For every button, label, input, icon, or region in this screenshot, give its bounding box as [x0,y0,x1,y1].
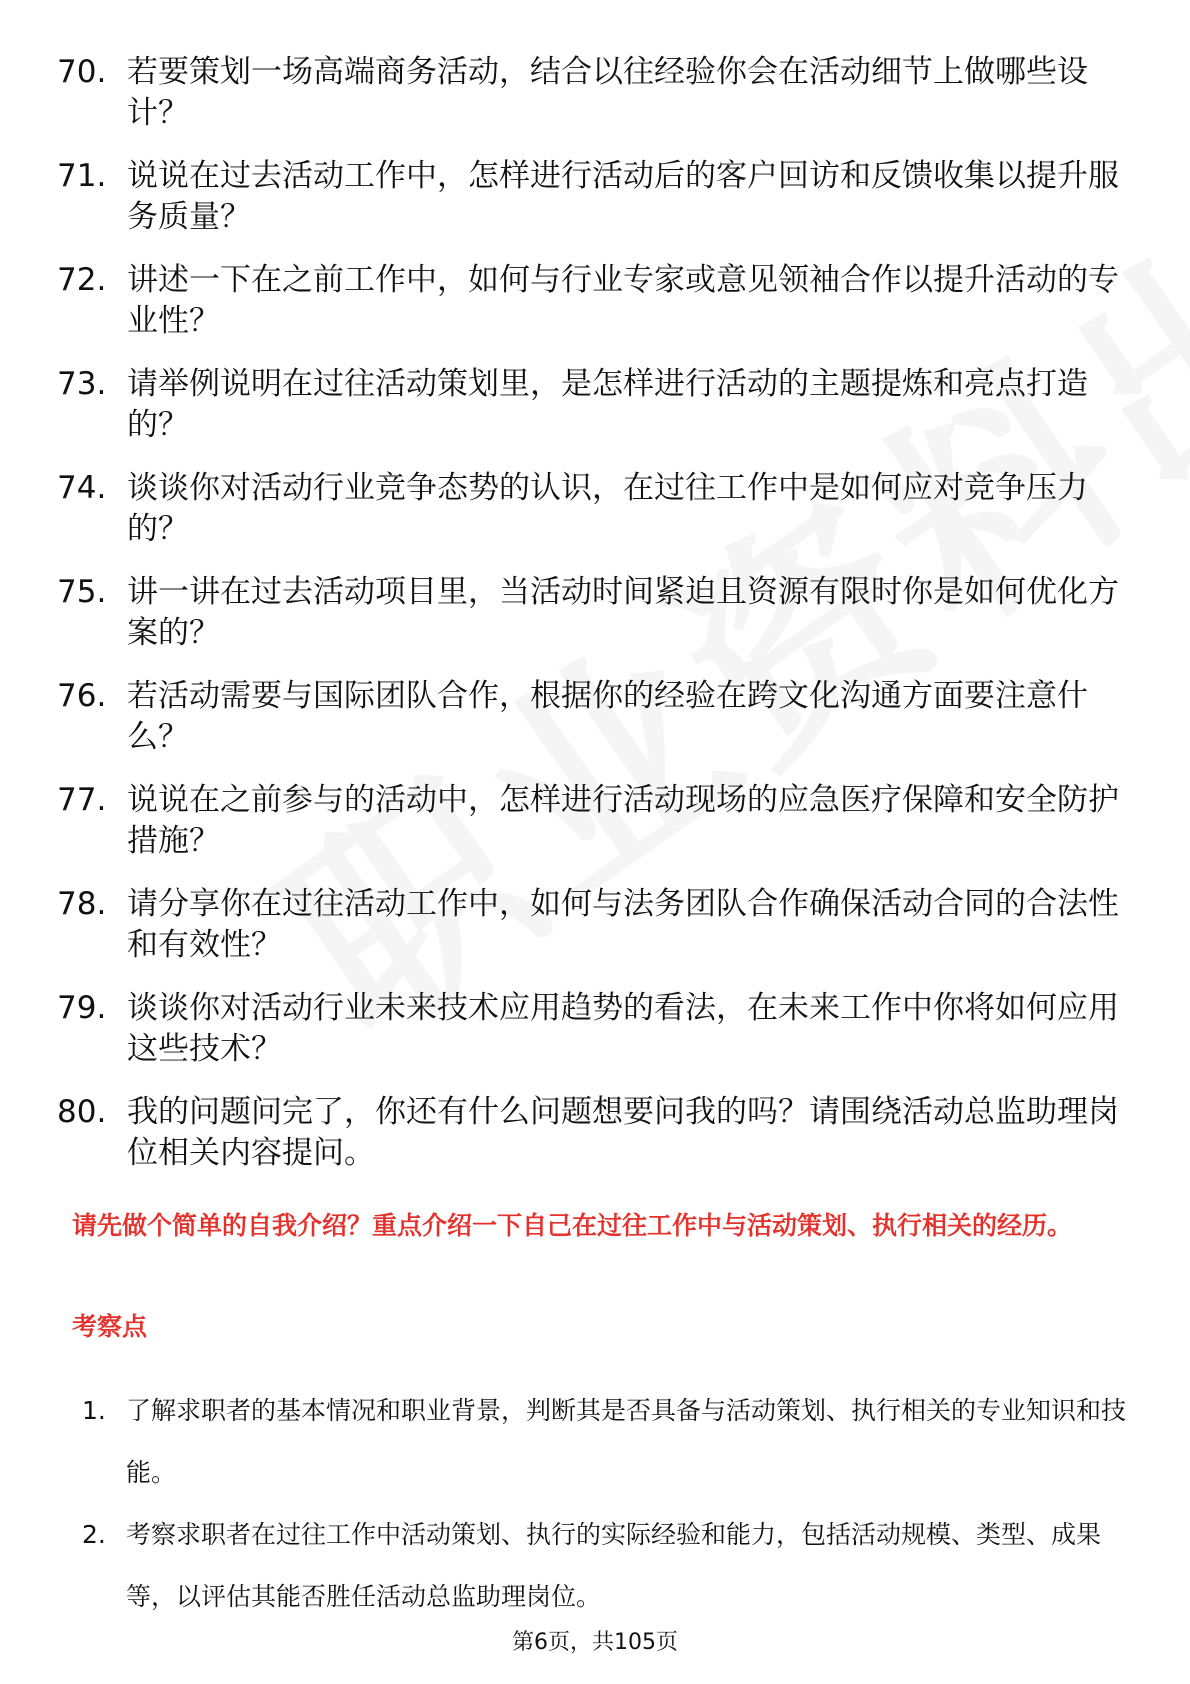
question-text: 请举例说明在过往活动策划里，是怎样进行活动的主题提炼和亮点打造的？ [127,366,1088,443]
point-text: 了解求职者的基本情况和职业背景，判断其是否具备与活动策划、执行相关的专业知识和技能。 [126,1396,1127,1487]
point-text: 考察求职者在过往工作中活动策划、执行的实际经验和能力，包括活动规模、类型、成果等，以评估其能否胜任活动总监助理岗位。 [126,1520,1102,1611]
page-footer: 第6页，共105页 [512,1630,678,1655]
question-item [57,468,1137,572]
assessment-point [82,1380,1142,1504]
question-number: 73. [57,366,107,402]
question-text: 说说在过去活动工作中，怎样进行活动后的客户回访和反馈收集以提升服务质量？ [127,158,1119,235]
question-number: 77. [57,782,107,818]
question-text: 若要策划一场高端商务活动，结合以往经验你会在活动细节上做哪些设计？ [127,54,1088,131]
section-heading: 考察点 [72,1312,148,1341]
question-number: 78. [57,886,107,922]
question-number: 76. [57,678,107,714]
question-text: 谈谈你对活动行业竞争态势的认识，在过往工作中是如何应对竞争压力的？ [127,470,1088,547]
question-list [57,52,1137,1196]
question-number: 74. [57,470,107,506]
question-text: 说说在之前参与的活动中，怎样进行活动现场的应急医疗保障和安全防护措施？ [127,782,1119,859]
question-text: 讲一讲在过去活动项目里，当活动时间紧迫且资源有限时你是如何优化方案的？ [127,574,1119,651]
question-item [57,780,1137,884]
assessment-point [82,1504,1142,1628]
question-text: 我的问题问完了，你还有什么问题想要问我的吗？请围绕活动总监助理岗位相关内容提问。 [127,1094,1119,1171]
question-number: 71. [57,158,107,194]
question-item [57,156,1137,260]
question-item [57,52,1137,156]
point-number: 2. [82,1520,106,1549]
point-number: 1. [82,1396,106,1425]
question-item [57,364,1137,468]
question-item [57,988,1137,1092]
question-text: 讲述一下在之前工作中，如何与行业专家或意见领袖合作以提升活动的专业性？ [127,262,1119,339]
question-number: 75. [57,574,107,610]
question-item [57,260,1137,364]
question-number: 79. [57,990,107,1026]
focus-question: 请先做个简单的自我介绍？重点介绍一下自己在过往工作中与活动策划、执行相关的经历。 [72,1211,1073,1240]
question-text: 谈谈你对活动行业未来技术应用趋势的看法，在未来工作中你将如何应用这些技术？ [127,990,1119,1067]
assessment-points-list [82,1380,1142,1628]
question-item [57,1092,1137,1196]
question-text: 若活动需要与国际团队合作，根据你的经验在跨文化沟通方面要注意什么？ [127,678,1088,755]
question-item [57,676,1137,780]
question-text: 请分享你在过往活动工作中，如何与法务团队合作确保活动合同的合法性和有效性？ [127,886,1119,963]
question-item [57,572,1137,676]
question-number: 70. [57,54,107,90]
question-number: 72. [57,262,107,298]
question-number: 80. [57,1094,107,1130]
question-item [57,884,1137,988]
